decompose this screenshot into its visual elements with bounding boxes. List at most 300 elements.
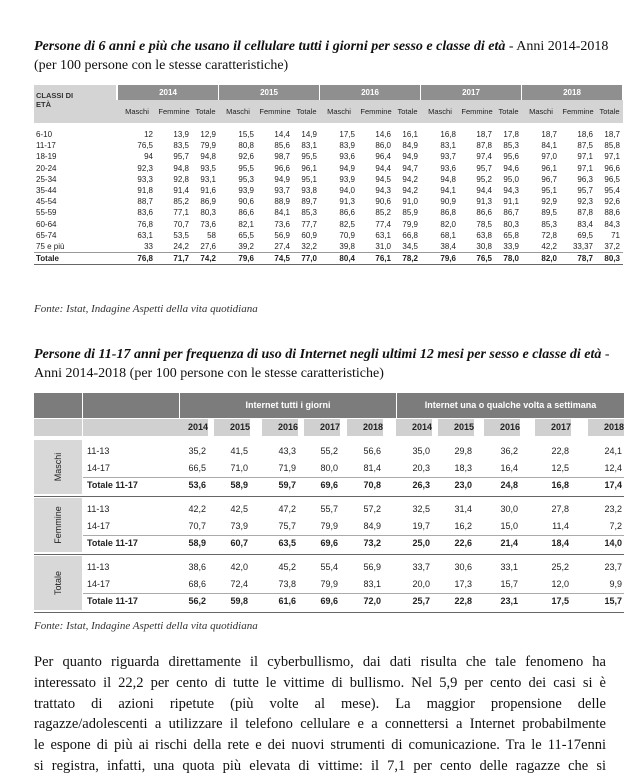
table-cell: 69,6 [320,538,338,548]
table-cell: 96,1 [301,163,317,173]
table-cell: 93,7 [440,152,456,162]
table-cell: 31,0 [375,242,391,251]
table-cell: 96,4 [375,152,391,162]
table-cell: 94,3 [375,186,391,195]
row-label: Totale 11-17 [87,596,138,606]
row-label: 14-17 [87,521,111,531]
year-header: 2016 [262,419,298,436]
table-cell: 85,2 [173,197,189,207]
table-cell: 85,3 [301,208,317,218]
year-header: 2017 [535,419,571,436]
table-cell: 96,6 [604,163,620,173]
table-cell: 58,9 [188,538,206,548]
table-cell: 91,6 [200,186,216,195]
table-cell: 32,5 [412,504,430,514]
table-cell: 73,9 [230,521,248,531]
table-cell: 39,8 [339,242,355,251]
table-cell: 78,5 [476,219,492,229]
table-cell: 96,7 [541,174,557,184]
table-cell: 27,6 [200,242,216,251]
table-cell: 84,9 [363,521,381,531]
table-cell: 93,3 [137,174,153,184]
row-label: 11-13 [87,504,110,514]
table-cell: 14,6 [375,130,391,139]
table-cell: 66,8 [402,230,418,240]
table-cell: 39,2 [238,242,254,251]
table-cell: 30,8 [476,242,492,251]
row-label: Totale 11-17 [87,480,138,490]
year-header: 2018 [588,419,624,436]
table-cell: 47,2 [278,504,296,514]
table-cell: 24,1 [604,446,622,456]
table-cell: 78,0 [503,254,519,264]
table-cell: 33,9 [503,242,519,251]
table-cell: 94,1 [440,186,456,195]
table1-title-rest: - Anni 2014-2018 (per 100 persone con le stesse caratteristiche) [34,39,609,73]
table1-subheader: Totale [397,107,418,116]
table-cell: 17,3 [454,579,472,589]
table-cell: 96,5 [604,174,620,184]
row-label: Totale 11-17 [87,538,138,548]
table-cell: 94 [144,152,153,162]
table-cell: 58 [207,230,216,240]
table-cell: 95,6 [503,152,519,162]
row-label: 65-74 [36,230,57,240]
table-cell: 41,5 [230,446,248,456]
table1-year-header: 2016 [320,85,420,100]
table-cell: 17,8 [503,130,519,139]
table-cell: 42,2 [541,242,557,251]
table-cell: 72,4 [230,579,248,589]
table-cell: 59,8 [230,596,248,606]
table-cell: 86,7 [503,208,519,218]
table-cell: 15,7 [500,579,518,589]
group-header-weekly: Internet una o qualche volta a settimana [397,393,624,418]
table-cell: 82,0 [541,254,557,264]
table-cell: 65,8 [503,230,519,240]
table-cell: 79,9 [320,521,338,531]
header-blank [83,419,179,436]
table-cell: 33 [144,242,153,251]
table-cell: 77,4 [375,219,391,229]
table-cell: 31,4 [454,504,472,514]
table-cell: 82,0 [440,219,456,229]
table-cell: 94,0 [339,186,355,195]
table-cell: 84,9 [402,141,418,151]
table-cell: 23,0 [454,480,472,490]
table-cell: 55,2 [320,446,338,456]
table-cell: 96,1 [541,163,557,173]
table-cell: 18,7 [541,130,557,139]
table-cell: 95,1 [541,186,557,195]
table-cell: 92,6 [238,152,254,162]
table-cell: 80,0 [320,463,338,473]
table-cell: 94,9 [339,163,355,173]
table1-subheader: Maschi [327,107,351,116]
section-divider [83,535,624,536]
table-cell: 76,1 [375,254,391,264]
table-cell: 85,9 [402,208,418,218]
table-cell: 94,5 [375,174,391,184]
table-row [34,185,623,196]
table-cell: 23,1 [500,596,518,606]
section-label-wrap [34,440,82,494]
table-row [34,196,623,207]
table-cell: 81,4 [363,463,381,473]
table-cell: 53,6 [188,480,206,490]
table-cell: 98,7 [274,152,290,162]
table-cell: 33,7 [412,562,430,572]
table-cell: 36,2 [500,446,518,456]
table1-year-header: 2017 [421,85,521,100]
table-cell: 95,2 [476,174,492,184]
table-cell: 73,8 [278,579,296,589]
table-cell: 82,1 [238,219,254,229]
table-cell: 92,8 [173,174,189,184]
table-cell: 95,5 [238,163,254,173]
table-cell: 97,1 [577,152,593,162]
table-cell: 72,0 [363,596,381,606]
year-header: 2014 [172,419,208,436]
table-cell: 56,9 [363,562,381,572]
table1-subheader: Femmine [360,107,392,116]
section-label: Maschi [53,452,63,482]
year-header: 2018 [347,419,383,436]
table-cell: 85,3 [541,219,557,229]
table-cell: 74,2 [200,254,216,264]
table-cell: 95,5 [301,152,317,162]
table-cell: 93,7 [274,186,290,195]
table-cell: 18,4 [551,538,569,548]
table-cell: 94,4 [476,186,492,195]
paragraph-line: interessato il 22,2 per cento di tutte le vittime di bullismo. Nel 5,9 per cento dei casi si è [34,674,606,691]
table-cell: 63,8 [476,230,492,240]
section-divider [34,496,624,497]
table-cell: 94,2 [402,174,418,184]
table-cell: 93,5 [200,163,216,173]
table-row [34,163,623,174]
table-cell: 63,1 [375,230,391,240]
table-cell: 86,6 [339,208,355,218]
table-cell: 68,6 [188,579,206,589]
table-row [34,219,623,230]
table-cell: 26,3 [412,480,430,490]
table-cell: 83,5 [173,141,189,151]
table-cell: 25,2 [551,562,569,572]
table-cell: 95,4 [604,186,620,195]
table-cell: 91,3 [476,197,492,207]
table-cell: 91,0 [402,197,418,207]
table-cell: 30,0 [500,504,518,514]
row-label: 18-19 [36,152,57,162]
table-cell: 88,7 [137,197,153,207]
table-cell: 16,1 [402,130,418,139]
row-label: 45-54 [36,197,57,207]
table-cell: 80,3 [503,219,519,229]
paragraph-line: Per quanto riguarda direttamente il cyberbullismo, dai dati risulta che tale fenomeno ha [34,654,606,670]
table-cell: 63,1 [137,230,153,240]
table-cell: 71,7 [173,254,189,264]
table-cell: 80,4 [339,254,355,264]
table-cell: 12 [144,130,153,139]
table-cell: 93,9 [339,174,355,184]
table-cell: 86,0 [375,141,391,151]
table-cell: 56,6 [363,446,381,456]
row-label: 25-34 [36,174,57,184]
table1-subheader: Maschi [125,107,149,116]
table-cell: 23,2 [604,504,622,514]
table2-title-bold: Persone di 11-17 anni per frequenza di uso di Internet negli ultimi 12 mesi per sesso e classe di età [34,347,602,362]
table-cell: 71,0 [230,463,248,473]
table1-year-header: 2014 [118,85,218,100]
year-header: 2015 [214,419,250,436]
table-cell: 60,9 [301,230,317,240]
table-cell: 79,9 [320,579,338,589]
row-label: 35-44 [36,186,57,195]
table-cell: 33,37 [572,242,593,251]
table-cell: 93,9 [238,186,254,195]
header-blank [34,419,82,436]
table-cell: 96,6 [274,163,290,173]
table-cell: 91,4 [173,186,189,195]
table-cell: 70,9 [339,230,355,240]
table-cell: 56,9 [274,230,290,240]
table2-title [34,345,614,383]
row-label: 6-10 [36,130,53,139]
table1-title [34,37,614,75]
table-cell: 45,2 [278,562,296,572]
table-cell: 74,5 [274,254,290,264]
table-cell: 78,2 [402,254,418,264]
table-cell: 86,9 [200,197,216,207]
table-cell: 86,8 [440,208,456,218]
table-cell: 17,5 [339,130,355,139]
table1-subheader: Femmine [562,107,594,116]
row-label: 11-13 [87,446,110,456]
table-cell: 70,7 [173,219,189,229]
year-header: 2014 [396,419,432,436]
table-row [34,151,623,162]
table-cell: 77,1 [173,208,189,218]
table-cell: 94,2 [402,186,418,195]
table-cell: 84,1 [541,141,557,151]
table1-subheader: Femmine [259,107,291,116]
table-cell: 97,0 [541,152,557,162]
table-cell: 38,4 [440,242,456,251]
table-cell: 75,7 [278,521,296,531]
table-cell: 87,8 [476,141,492,151]
table-cell: 43,3 [278,446,296,456]
table-cell: 14,9 [301,130,317,139]
table-cell: 32,2 [301,242,317,251]
header-blank [83,393,179,418]
table-cell: 85,3 [503,141,519,151]
table-cell: 71,9 [278,463,296,473]
group-header-daily: Internet tutti i giorni [180,393,396,418]
table-cell: 69,6 [320,480,338,490]
table-cell: 22,8 [551,446,569,456]
table-cell: 94,9 [402,152,418,162]
section-divider [34,554,624,555]
table-cell: 12,4 [604,463,622,473]
table-cell: 92,6 [604,197,620,207]
table-cell: 93,6 [440,163,456,173]
table-cell: 12,9 [200,130,216,139]
table1-subheader: Totale [195,107,216,116]
table-cell: 83,6 [137,208,153,218]
table-cell: 93,8 [301,186,317,195]
table1-subheader: Maschi [428,107,452,116]
table-cell: 19,7 [412,521,430,531]
paragraph-line: ragazze/adolescenti a utilizzare il telefono cellulare e a connettersi a Internet probabilmente [34,716,606,733]
table1-source: Fonte: Istat, Indagine Aspetti della vita quotidiana [34,303,258,315]
table-cell: 94,7 [402,163,418,173]
table-cell: 89,5 [541,208,557,218]
table-cell: 16,8 [440,130,456,139]
table-cell: 24,8 [500,480,518,490]
table-cell: 76,5 [476,254,492,264]
table-cell: 73,6 [200,219,216,229]
year-header: 2015 [438,419,474,436]
table-cell: 17,5 [551,596,569,606]
table-cell: 72,8 [541,230,557,240]
table-cell: 20,0 [412,579,430,589]
table-cell: 84,3 [604,219,620,229]
table-row [34,174,623,185]
table-cell: 13,9 [173,130,189,139]
year-header: 2017 [304,419,340,436]
table-cell: 27,4 [274,242,290,251]
table-cell: 71 [611,230,620,240]
row-label: 60-64 [36,219,57,229]
row-label: Totale [36,254,59,264]
row-label: 14-17 [87,579,111,589]
table-cell: 27,8 [551,504,569,514]
row-label: 11-17 [36,141,56,151]
table-cell: 87,8 [577,208,593,218]
table-cell: 79,6 [238,254,254,264]
table1-header-label: CLASSI DI ETÀ [36,91,74,109]
section-label-wrap [34,556,82,610]
table-cell: 18,3 [454,463,472,473]
table-cell: 95,7 [577,186,593,195]
table-cell: 24,2 [173,242,189,251]
table-cell: 87,5 [577,141,593,151]
table-cell: 89,7 [301,197,317,207]
table-cell: 14,4 [274,130,290,139]
table-cell: 92,3 [137,163,153,173]
table-cell: 7,2 [609,521,622,531]
table-cell: 16,2 [454,521,472,531]
table-row [34,140,623,151]
table-cell: 91,3 [339,197,355,207]
table-cell: 66,5 [188,463,206,473]
table2-title-rest: - Anni 2014-2018 (per 100 persone con le stesse caratteristiche) [34,347,610,381]
table-cell: 90,6 [375,197,391,207]
header-blank [34,393,82,418]
table1-subheader: Femmine [158,107,190,116]
section-label-wrap [34,498,82,552]
table-cell: 58,9 [230,480,248,490]
row-label: 14-17 [87,463,111,473]
table1-subheader: Femmine [461,107,493,116]
table-cell: 85,6 [274,141,290,151]
table-cell: 90,9 [440,197,456,207]
table-cell: 95,7 [476,163,492,173]
table-cell: 77,0 [301,254,317,264]
table-cell: 83,1 [440,141,456,151]
table1-subheader: Totale [296,107,317,116]
table-cell: 80,3 [200,208,216,218]
table-cell: 15,7 [604,596,622,606]
year-header: 2016 [484,419,520,436]
table-row [34,207,623,218]
table-cell: 88,6 [604,208,620,218]
table-cell: 90,6 [238,197,254,207]
table-cell: 37,2 [604,242,620,251]
table-cell: 97,1 [604,152,620,162]
table-cell: 15,5 [238,130,254,139]
paragraph-line: trattato di azioni ripetute (più volte al mese). La maggior propensione delle [34,695,606,712]
table-cell: 73,2 [363,538,381,548]
table-cell: 83,4 [577,219,593,229]
table-cell: 82,5 [339,219,355,229]
section-divider [34,612,624,613]
table-cell: 91,8 [137,186,153,195]
table-cell: 88,9 [274,197,290,207]
table-cell: 95,0 [503,174,519,184]
table-cell: 94,4 [375,163,391,173]
table-cell: 80,3 [604,254,620,264]
table-cell: 15,0 [500,521,518,531]
table-cell: 86,6 [238,208,254,218]
table-cell: 60,7 [230,538,248,548]
table-cell: 92,3 [577,197,593,207]
table-row [34,241,623,252]
table-cell: 9,9 [609,579,622,589]
table-cell: 14,0 [604,538,622,548]
table1-subheader: Maschi [529,107,553,116]
paragraph-line: le espone di più ai rischi della rete e dei nuovi strumenti di comunicazione. Tra le 11-17enni [34,737,606,754]
table-cell: 94,9 [274,174,290,184]
table-cell: 83,1 [363,579,381,589]
table-cell: 94,8 [440,174,456,184]
table-cell: 59,7 [278,480,296,490]
table2-source: Fonte: Istat, Indagine Aspetti della vita quotidiana [34,620,258,632]
row-label: 20-24 [36,163,57,173]
paragraph-line: si registra, infatti, una quota più elevata di vittime: il 7,1 per cento delle ragazze che si [34,757,606,774]
table1-year-header: 2015 [219,85,319,100]
table-cell: 20,3 [412,463,430,473]
table-cell: 63,5 [278,538,296,548]
table-cell: 80,8 [238,141,254,151]
table-cell: 95,7 [173,152,189,162]
table-cell: 25,7 [412,596,430,606]
table-cell: 86,6 [476,208,492,218]
table-cell: 11,4 [552,521,569,531]
table-cell: 57,2 [363,504,381,514]
table-cell: 65,5 [238,230,254,240]
table-cell: 85,8 [604,141,620,151]
table-cell: 79,9 [200,141,216,151]
table-cell: 56,2 [188,596,206,606]
row-label: 55-59 [36,208,57,218]
table-cell: 23,7 [604,562,622,572]
table-cell: 93,1 [200,174,216,184]
table-cell: 42,2 [188,504,206,514]
table-row [34,252,623,265]
table-cell: 96,3 [577,174,593,184]
